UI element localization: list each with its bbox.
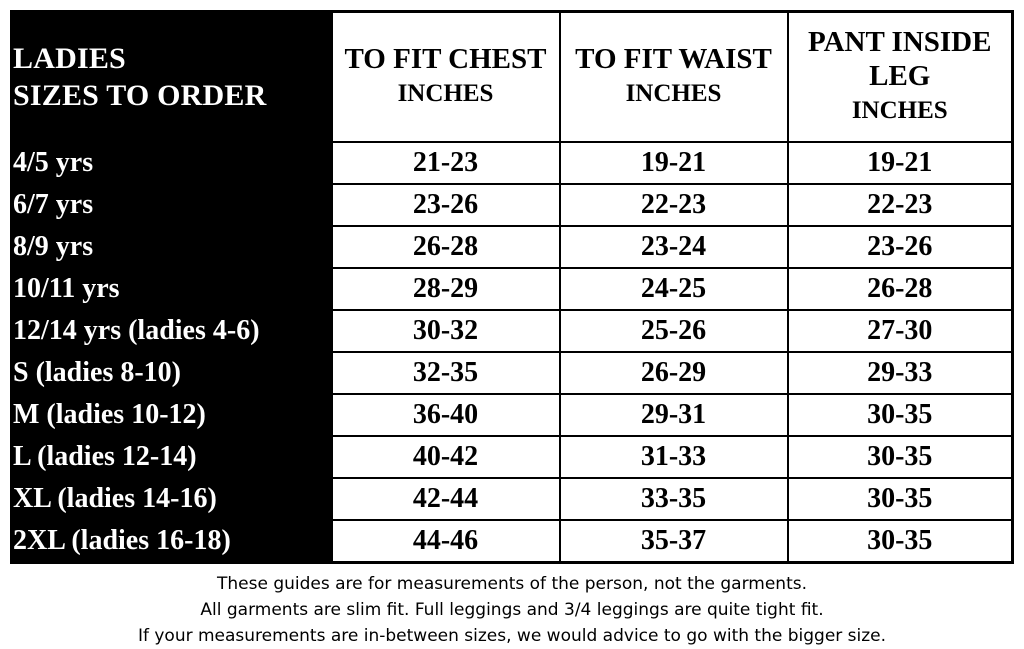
row-waist-value: 33-35 <box>560 478 788 520</box>
table-row <box>12 436 1013 478</box>
header-label-line1: LADIES <box>13 41 126 75</box>
table-row <box>12 478 1013 520</box>
table-body <box>12 142 1013 563</box>
note-line-2: All garments are slim fit. Full leggings and 3/4 leggings are quite tight fit. <box>200 599 824 620</box>
table-row <box>12 520 1013 563</box>
row-inside-leg-value: 22-23 <box>788 184 1013 226</box>
table-row <box>12 184 1013 226</box>
row-inside-leg-value: 29-33 <box>788 352 1013 394</box>
row-waist-value: 35-37 <box>560 520 788 563</box>
header-to-fit-waist <box>560 12 788 143</box>
row-chest-value: 42-44 <box>332 478 560 520</box>
table-row <box>12 352 1013 394</box>
note-line-1: These guides are for measurements of the person, not the garments. <box>216 574 807 594</box>
row-waist-value: 22-23 <box>560 184 788 226</box>
row-size-label: 12/14 yrs (ladies 4-6) <box>12 310 332 352</box>
row-waist-value: 24-25 <box>560 268 788 310</box>
header-to-fit-waist-unit: INCHES <box>625 80 722 108</box>
header-pant-inside-leg-title: PANT INSIDE LEG <box>808 26 992 92</box>
note-line-3: If your measurements are in-between sizes, we would advice to go with the bigger size. <box>137 625 887 646</box>
row-waist-value: 19-21 <box>560 142 788 184</box>
row-inside-leg-value: 30-35 <box>788 478 1013 520</box>
row-waist-value: 31-33 <box>560 436 788 478</box>
row-inside-leg-value: 30-35 <box>788 520 1013 563</box>
row-chest-value: 44-46 <box>332 520 560 563</box>
ladies-size-chart-table <box>10 10 1014 564</box>
row-chest-value: 23-26 <box>332 184 560 226</box>
table-header-row <box>12 12 1013 143</box>
row-size-label: S (ladies 8-10) <box>12 352 332 394</box>
row-inside-leg-value: 19-21 <box>788 142 1013 184</box>
row-size-label: XL (ladies 14-16) <box>12 478 332 520</box>
row-inside-leg-value: 30-35 <box>788 436 1013 478</box>
row-chest-value: 40-42 <box>332 436 560 478</box>
header-to-fit-chest <box>332 12 560 143</box>
row-size-label: M (ladies 10-12) <box>12 394 332 436</box>
row-chest-value: 32-35 <box>332 352 560 394</box>
row-chest-value: 26-28 <box>332 226 560 268</box>
row-size-label: 4/5 yrs <box>12 142 332 184</box>
row-chest-value: 30-32 <box>332 310 560 352</box>
header-label-line2: SIZES TO ORDER <box>13 79 267 112</box>
row-size-label: 6/7 yrs <box>12 184 332 226</box>
row-inside-leg-value: 27-30 <box>788 310 1013 352</box>
header-to-fit-chest-unit: INCHES <box>397 80 494 108</box>
header-pant-inside-leg-unit: INCHES <box>851 97 948 125</box>
table-header <box>12 12 1013 143</box>
row-chest-value: 36-40 <box>332 394 560 436</box>
row-waist-value: 25-26 <box>560 310 788 352</box>
row-chest-value: 21-23 <box>332 142 560 184</box>
row-waist-value: 26-29 <box>560 352 788 394</box>
row-size-label: L (ladies 12-14) <box>12 436 332 478</box>
measurement-notes <box>10 572 1014 649</box>
row-inside-leg-value: 30-35 <box>788 394 1013 436</box>
table-row <box>12 142 1013 184</box>
header-sizes-to-order <box>12 12 332 143</box>
header-pant-inside-leg <box>788 12 1013 143</box>
row-size-label: 8/9 yrs <box>12 226 332 268</box>
row-waist-value: 29-31 <box>560 394 788 436</box>
row-waist-value: 23-24 <box>560 226 788 268</box>
table-row <box>12 394 1013 436</box>
row-inside-leg-value: 23-26 <box>788 226 1013 268</box>
table-row <box>12 268 1013 310</box>
row-size-label: 10/11 yrs <box>12 268 332 310</box>
header-to-fit-waist-title: TO FIT WAIST <box>575 43 772 76</box>
row-size-label: 2XL (ladies 16-18) <box>12 520 332 563</box>
table-row <box>12 226 1013 268</box>
row-chest-value: 28-29 <box>332 268 560 310</box>
header-to-fit-chest-title: TO FIT CHEST <box>344 43 547 76</box>
row-inside-leg-value: 26-28 <box>788 268 1013 310</box>
table-row <box>12 310 1013 352</box>
